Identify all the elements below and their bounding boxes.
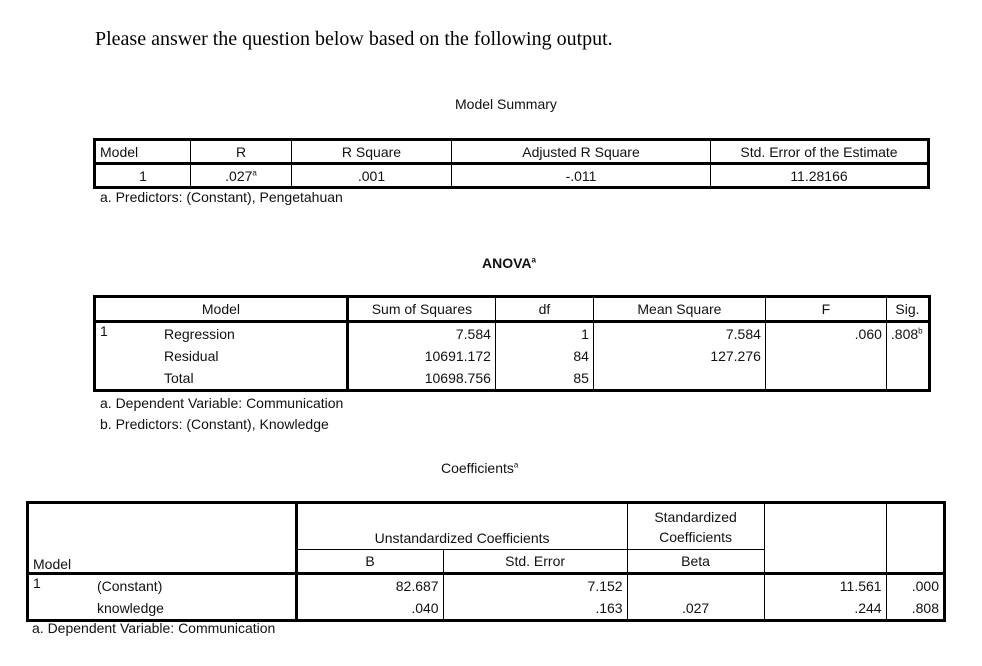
table-row — [28, 597, 945, 621]
header-std-error: Std. Error of the Estimate — [711, 140, 929, 164]
cell-model-num: 1 — [33, 575, 41, 591]
row-label: (Constant) — [97, 578, 163, 594]
table-row — [28, 574, 945, 598]
header-model: Model — [95, 297, 348, 322]
anova-title-marker: a — [531, 255, 536, 265]
cell-se: .163 — [443, 597, 627, 621]
cell-beta: .027 — [627, 597, 764, 621]
anova-title — [482, 255, 536, 271]
model-summary-table — [93, 138, 930, 189]
cell-sig — [886, 367, 929, 391]
cell-t: 11.561 — [764, 574, 886, 598]
cell-sig: .808 — [886, 597, 944, 621]
r-value: .027 — [225, 167, 253, 184]
cell-std-error: 11.28166 — [711, 164, 929, 188]
model-summary-title: Model Summary — [455, 96, 557, 112]
anova-title-text: ANOVA — [482, 255, 532, 271]
row-label: Residual — [164, 348, 219, 364]
header-model: Model — [28, 503, 297, 574]
sig-footnote-marker: b — [918, 326, 923, 336]
cell-ms: 127.276 — [593, 345, 765, 367]
cell-ms: 7.584 — [593, 322, 765, 346]
header-r-square: R Square — [292, 140, 452, 164]
cell-df: 1 — [495, 322, 593, 346]
header-f: F — [765, 297, 886, 322]
cell-adj-r-square: -.011 — [452, 164, 711, 188]
coefficients-table — [26, 501, 946, 622]
anova-footnote-a: a. Dependent Variable: Communication — [100, 395, 344, 411]
header-r: R — [191, 140, 292, 164]
cell-f: .060 — [765, 322, 886, 346]
table-header-row — [95, 297, 930, 322]
coefficients-footnote: a. Dependent Variable: Communication — [32, 620, 276, 636]
row-label: knowledge — [97, 600, 164, 616]
header-se: Std. Error — [443, 550, 627, 574]
header-sig-area — [886, 503, 944, 574]
cell-ms — [593, 367, 765, 391]
cell-r — [191, 164, 292, 188]
header-unstd: Unstandardized Coefficients — [296, 503, 627, 550]
header-b: B — [296, 550, 443, 574]
coefficients-title-marker: a — [513, 460, 519, 470]
model-summary-footnote: a. Predictors: (Constant), Pengetahuan — [100, 189, 343, 205]
cell-df: 84 — [495, 345, 593, 367]
cell-ss: 10698.756 — [347, 367, 495, 391]
header-adj-r-square: Adjusted R Square — [452, 140, 711, 164]
cell-model-num: 1 — [100, 323, 108, 339]
cell-sig: .000 — [886, 574, 944, 598]
anova-table — [93, 295, 931, 392]
coefficients-title-text: Coefficients — [441, 460, 514, 476]
cell-ss: 10691.172 — [347, 345, 495, 367]
question-text: Please answer the question below based on the following output. — [95, 28, 613, 50]
header-t-area — [764, 503, 886, 574]
cell-ss: 7.584 — [347, 322, 495, 346]
cell-t: .244 — [764, 597, 886, 621]
cell-beta — [627, 574, 764, 598]
header-std: Standardized Coefficients — [627, 503, 764, 550]
cell-f — [765, 345, 886, 367]
table-header-row — [95, 140, 929, 164]
cell-model: 1 — [95, 164, 191, 188]
header-ss: Sum of Squares — [347, 297, 495, 322]
row-label: Total — [164, 370, 194, 386]
header-model: Model — [95, 140, 191, 164]
table-row — [95, 367, 930, 391]
sig-value: .808 — [890, 326, 919, 342]
cell-sig — [886, 322, 929, 346]
header-beta: Beta — [627, 550, 764, 574]
table-row — [95, 345, 930, 367]
cell-se: 7.152 — [443, 574, 627, 598]
cell-sig — [886, 345, 929, 367]
table-header-row — [28, 503, 945, 550]
row-label: Regression — [164, 326, 235, 342]
table-row — [95, 164, 929, 188]
cell-b: .040 — [296, 597, 443, 621]
cell-b: 82.687 — [296, 574, 443, 598]
cell-r-square: .001 — [292, 164, 452, 188]
header-df: df — [495, 297, 593, 322]
cell-df: 85 — [495, 367, 593, 391]
cell-f — [765, 367, 886, 391]
r-footnote-marker: a — [252, 167, 257, 177]
coefficients-title — [441, 460, 518, 476]
table-row — [95, 322, 930, 346]
header-sig: Sig. — [886, 297, 929, 322]
header-ms: Mean Square — [593, 297, 765, 322]
anova-footnote-b: b. Predictors: (Constant), Knowledge — [100, 416, 329, 432]
